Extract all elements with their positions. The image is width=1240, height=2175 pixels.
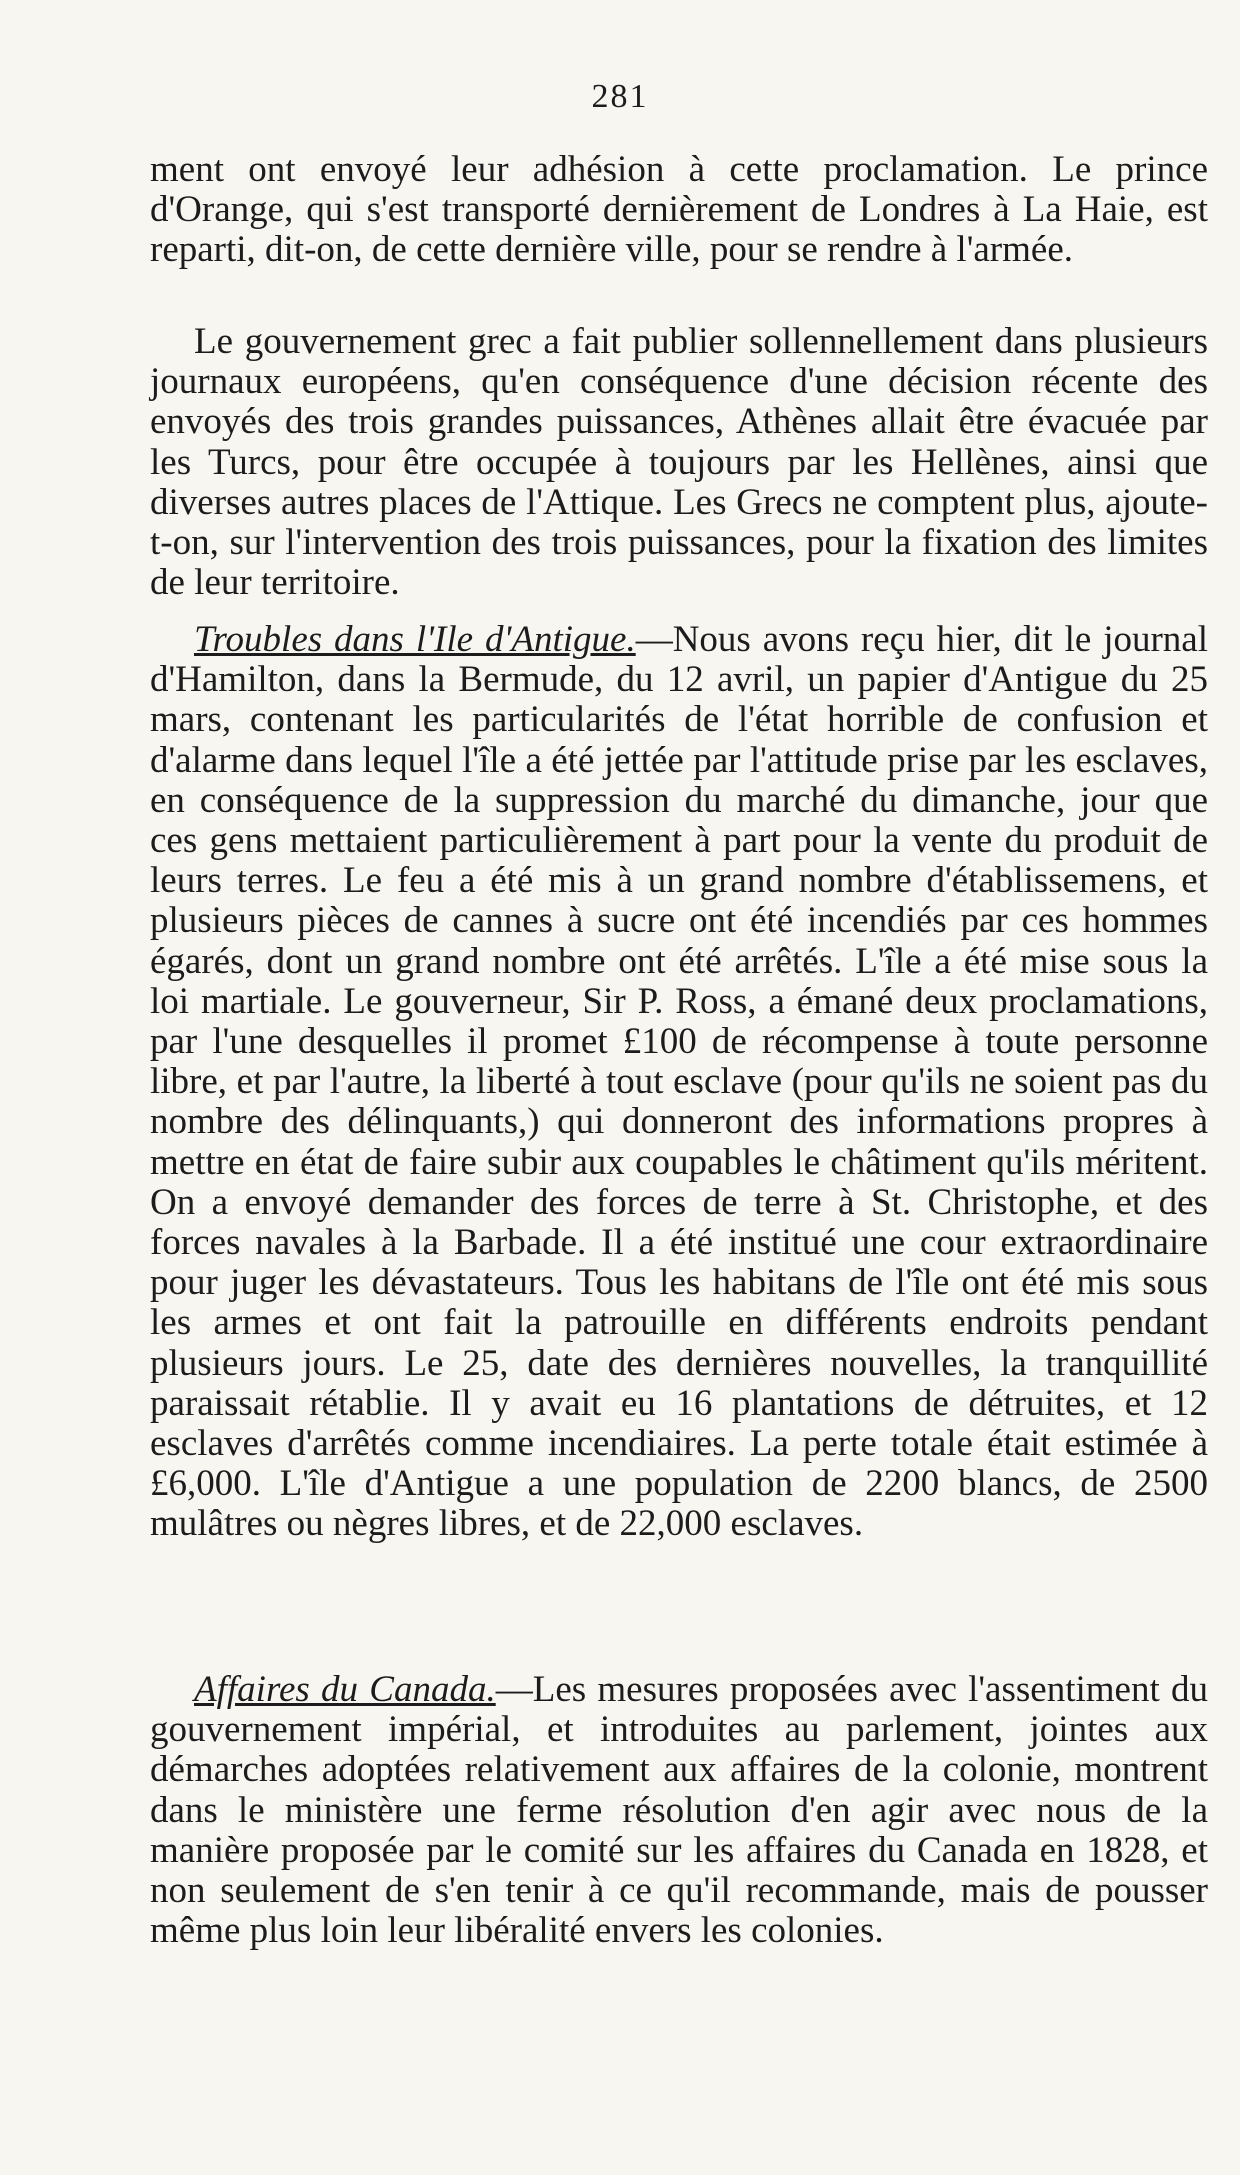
paragraph-text: —Les mesures proposées avec l'assentiment du gouvernement impérial, et introduites au parlement, jointes aux démarches adoptées relativement aux affaires de la colonie, montrent dans le ministère une ferme résolution d'en agir avec nous de la manière proposée par le comité sur les affaires du Canada en 1828, et non seulement de s'en tenir à ce qu'il recommande, mais de pousser même plus loin leur libéralité envers les colonies. [150, 1669, 1208, 1952]
article-heading: Troubles dans l'Ile d'Antigue. [194, 619, 636, 660]
article-antigue [150, 620, 1208, 1545]
paragraph-body [150, 1670, 1208, 1951]
paragraph-text: ment ont envoyé leur adhésion à cette proclamation. Le prince d'Orange, qui s'est transporté dernièrement de Londres à La Haie, est reparti, dit-on, de cette dernière ville, pour se rendre à l'armée. [150, 149, 1208, 271]
paragraph-greek-government [150, 322, 1208, 603]
paragraph-continuation [150, 150, 1208, 271]
paragraph-body [150, 620, 1208, 1545]
page-number: 281 [591, 78, 649, 115]
article-heading: Affaires du Canada. [194, 1669, 496, 1710]
article-canada [150, 1670, 1208, 1951]
paragraph-text: Le gouvernement grec a fait publier sollennellement dans plusieurs journaux européens, qu'en conséquence d'une décision récente des envoyés des trois grandes puissances, Athènes allait être évacuée par les Turcs, pour être occupée à toujours par les Hellènes, ainsi que diverses autres places de l'Attique. Les Grecs ne comptent plus, ajoute-t-on, sur l'intervention des trois puissances, pour la fixation des limites de leur territoire. [150, 321, 1208, 604]
paragraph-text: —Nous avons reçu hier, dit le journal d'Hamilton, dans la Bermude, du 12 avril, un papier d'Antigue du 25 mars, contenant les particularités de l'état horrible de confusion et d'alarme dans lequel l'île a été jettée par l'attitude prise par les esclaves, en conséquence de la suppression du marché du dimanche, jour que ces gens mettaient particulièrement à part pour la vente du produit de leurs terres. Le feu a été mis à un grand nombre d'établissemens, et plusieurs pièces de cannes à sucre ont été incendiés par ces hommes égarés, dont un grand nombre ont été arrêtés. L'île a été mise sous la loi martiale. Le gouverneur, Sir P. Ross, a émané deux proclamations, par l'une desquelles il promet £100 de récompense à toute personne libre, et par l'autre, la liberté à tout esclave (pour qu'ils ne soient pas du nombre des délinquants,) qui donneront des informations propres à mettre en état de faire subir aux coupables le châtiment qu'ils méritent. On a envoyé demander des forces de terre à St. Christophe, et des forces navales à la Barbade. Il a été institué une cour extraordinaire pour juger les dévastateurs. Tous les habitans de l'île ont été mis sous les armes et ont fait la patrouille en différents endroits pendant plusieurs jours. Le 25, date des dernières nouvelles, la tranquillité paraissait rétablie. Il y avait eu 16 plantations de détruites, et 12 esclaves d'arrêtés comme incendiaires. La perte totale était estimée à £6,000. L'île d'Antigue a une population de 2200 blancs, de 2500 mulâtres ou nègres libres, et de 22,000 esclaves. [150, 619, 1208, 1545]
